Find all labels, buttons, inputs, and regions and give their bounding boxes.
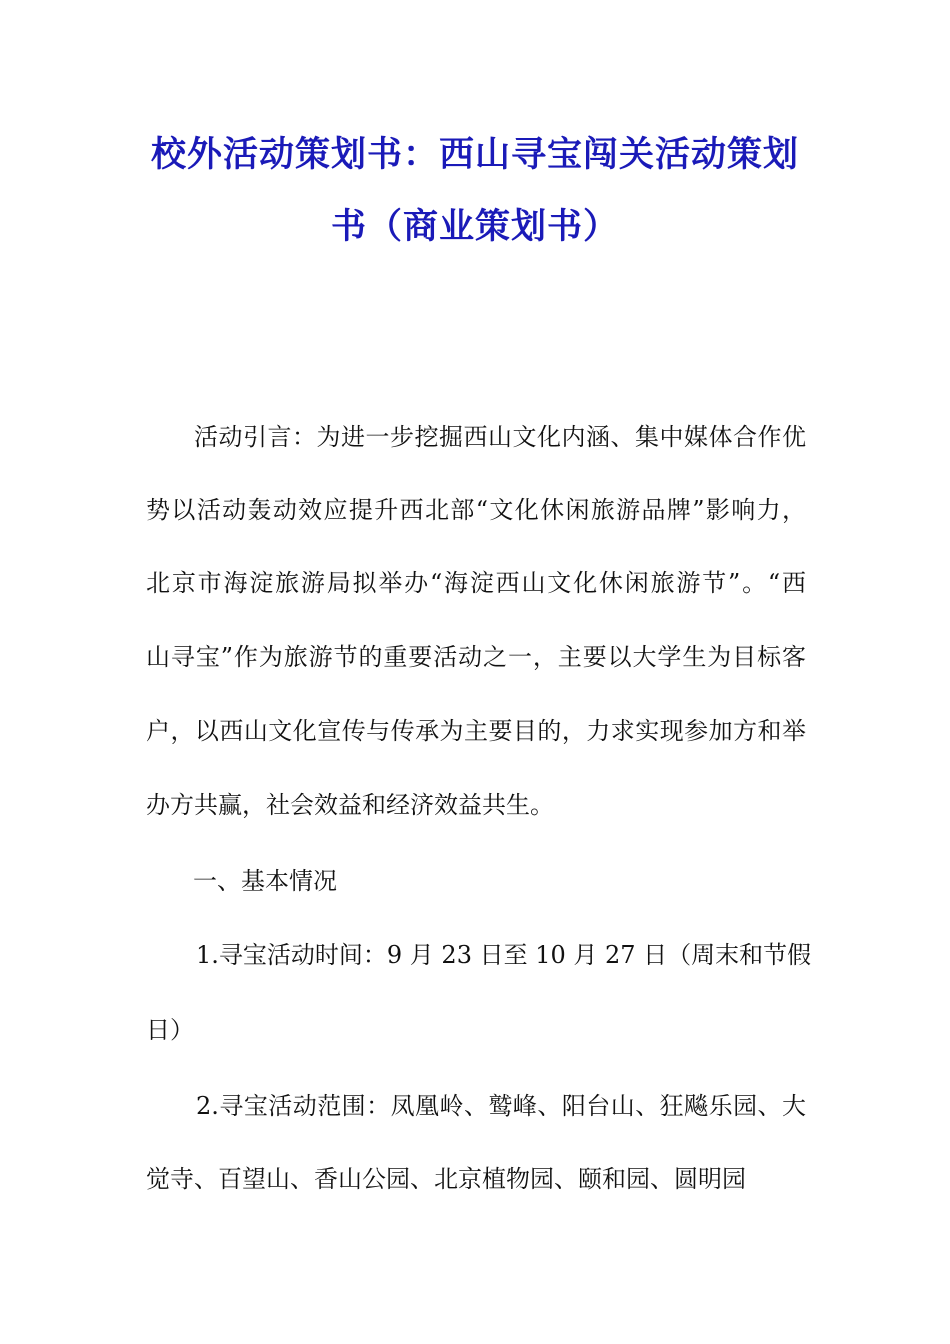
item-2-line: 觉寺、百望山、香山公园、北京植物园、颐和园、圆明园 [146,1165,746,1193]
document-title-line-2: 书（商业策划书） [330,207,619,247]
intro-paragraph-line: 户，以西山文化宣传与传承为主要目的，力求实现参加方和举 [146,717,806,745]
item-1-line: 日） [146,1016,194,1044]
intro-paragraph-line: 办方共赢，社会效益和经济效益共生。 [146,791,554,819]
document-title-line-1: 校外活动策划书：西山寻宝闯关活动策划 [150,135,799,175]
intro-paragraph-line: 山寻宝”作为旅游节的重要活动之一，主要以大学生为目标客 [146,643,806,671]
item-2-line: 2.寻宝活动范围：凤凰岭、鹫峰、阳台山、狂飚乐园、大 [196,1092,806,1120]
section-heading: 一、基本情况 [193,867,337,895]
intro-paragraph-line: 势以活动轰动效应提升西北部“文化休闲旅游品牌”影响力， [146,496,806,524]
intro-paragraph-line: 北京市海淀旅游局拟举办“海淀西山文化休闲旅游节”。“西 [146,569,806,597]
item-1-line: 1.寻宝活动时间：9 月 23 日至 10 月 27 日（周末和节假 [196,941,812,969]
intro-paragraph-line: 活动引言：为进一步挖掘西山文化内涵、集中媒体合作优 [194,423,806,451]
